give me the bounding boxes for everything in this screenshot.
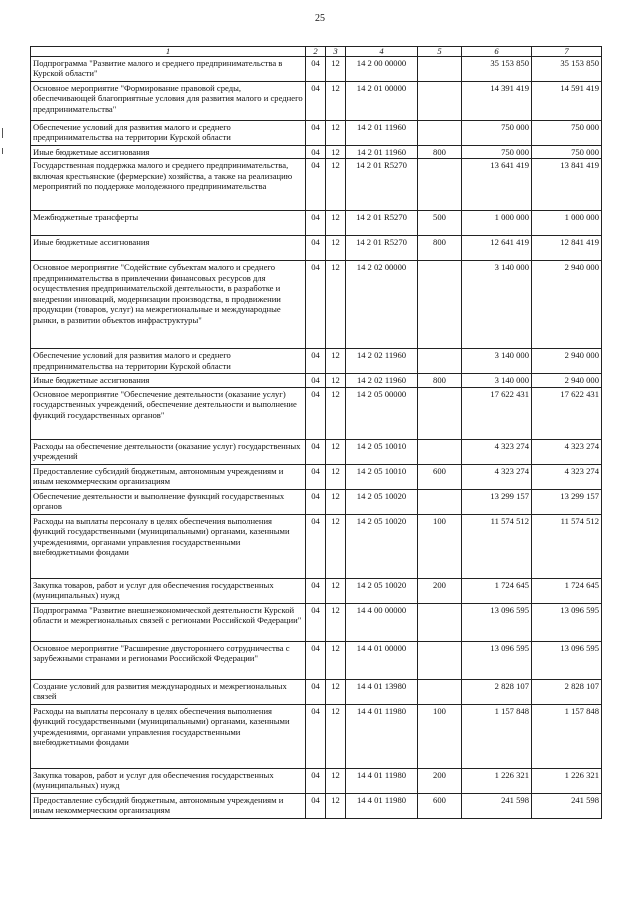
row-rz: 04 [306, 159, 326, 211]
row-sum1: 14 391 419 [462, 82, 532, 121]
row-sum1: 13 096 595 [462, 603, 532, 641]
row-name: Закупка товаров, работ и услуг для обеспечения государственных (муниципальных) нужд [31, 578, 306, 603]
row-name: Предоставление субсидий бюджетным, автономным учреждениям и иным некоммерческим организациям [31, 464, 306, 489]
row-vr: 200 [418, 578, 462, 603]
row-sum2: 13 096 595 [532, 603, 602, 641]
row-csr: 14 2 05 10020 [346, 489, 418, 514]
row-csr: 14 2 01 R5270 [346, 236, 418, 261]
table-row [31, 514, 602, 578]
row-vr [418, 57, 462, 82]
row-rz: 04 [306, 146, 326, 159]
row-csr: 14 4 01 11980 [346, 704, 418, 768]
row-rz: 04 [306, 82, 326, 121]
row-vr: 200 [418, 768, 462, 793]
budget-table [30, 46, 602, 819]
row-pr: 12 [326, 121, 346, 146]
row-pr: 12 [326, 768, 346, 793]
row-name: Расходы на обеспечение деятельности (оказание услуг) государственных учреждений [31, 439, 306, 464]
row-pr: 12 [326, 603, 346, 641]
table-row [31, 57, 602, 82]
row-sum2: 2 940 000 [532, 349, 602, 374]
row-rz: 04 [306, 211, 326, 236]
row-sum2: 1 724 645 [532, 578, 602, 603]
row-pr: 12 [326, 236, 346, 261]
row-vr [418, 489, 462, 514]
row-name: Расходы на выплаты персоналу в целях обеспечения выполнения функций государственными (муниципальными) органами, казенными учреждениями, органами управления государственными внебюджетными фондами [31, 704, 306, 768]
row-sum1: 13 096 595 [462, 641, 532, 679]
row-name: Иные бюджетные ассигнования [31, 236, 306, 261]
row-csr: 14 4 01 11980 [346, 768, 418, 793]
table-row [31, 374, 602, 387]
row-sum2: 750 000 [532, 146, 602, 159]
row-vr [418, 261, 462, 349]
row-pr: 12 [326, 349, 346, 374]
row-vr [418, 121, 462, 146]
row-vr [418, 82, 462, 121]
row-name: Основное мероприятие "Расширение двустороннего сотрудничества с зарубежными странами и регионами Российской Федерации" [31, 641, 306, 679]
row-rz: 04 [306, 793, 326, 818]
row-pr: 12 [326, 679, 346, 704]
col-header-pr: 3 [326, 47, 346, 57]
table-row [31, 489, 602, 514]
row-pr: 12 [326, 514, 346, 578]
row-sum2: 241 598 [532, 793, 602, 818]
row-name: Расходы на выплаты персоналу в целях обеспечения выполнения функций государственными (муниципальными) органами, казенными учреждениями, органами управления государственными внебюджетными фондами [31, 514, 306, 578]
row-pr: 12 [326, 261, 346, 349]
row-sum1: 13 641 419 [462, 159, 532, 211]
row-sum1: 3 140 000 [462, 261, 532, 349]
row-csr: 14 2 01 11960 [346, 146, 418, 159]
row-pr: 12 [326, 387, 346, 439]
table-row [31, 439, 602, 464]
row-vr [418, 603, 462, 641]
row-rz: 04 [306, 768, 326, 793]
row-rz: 04 [306, 121, 326, 146]
row-sum1: 3 140 000 [462, 349, 532, 374]
row-csr: 14 2 05 10010 [346, 439, 418, 464]
row-name: Основное мероприятие "Содействие субъектам малого и среднего предпринимательства в привлечении финансовых ресурсов для осуществления предпринимательской деятельности, в разработке и внедрении инноваций, модернизации производства, в продвижении продукции (товаров, услуг) на межрегиональные и международные рынки, в развитии объектов инфраструктуры" [31, 261, 306, 349]
row-rz: 04 [306, 464, 326, 489]
row-sum1: 241 598 [462, 793, 532, 818]
row-pr: 12 [326, 374, 346, 387]
row-name: Предоставление субсидий бюджетным, автономным учреждениям и иным некоммерческим организациям [31, 793, 306, 818]
row-name: Подпрограмма "Развитие малого и среднего предпринимательства в Курской области" [31, 57, 306, 82]
row-sum1: 4 323 274 [462, 439, 532, 464]
row-name: Иные бюджетные ассигнования [31, 146, 306, 159]
row-pr: 12 [326, 641, 346, 679]
row-sum2: 11 574 512 [532, 514, 602, 578]
row-rz: 04 [306, 57, 326, 82]
row-sum2: 2 940 000 [532, 374, 602, 387]
row-name: Основное мероприятие "Формирование правовой среды, обеспечивающей благоприятные условия для развития малого и среднего предпринимательства" [31, 82, 306, 121]
row-vr [418, 387, 462, 439]
row-vr: 500 [418, 211, 462, 236]
table-row [31, 146, 602, 159]
col-header-sum2: 7 [532, 47, 602, 57]
table-row [31, 349, 602, 374]
row-pr: 12 [326, 489, 346, 514]
row-rz: 04 [306, 679, 326, 704]
row-sum2: 750 000 [532, 121, 602, 146]
row-name: Обеспечение деятельности и выполнение функций государственных органов [31, 489, 306, 514]
binding-mark [2, 128, 3, 138]
row-sum2: 13 841 419 [532, 159, 602, 211]
row-pr: 12 [326, 704, 346, 768]
table-row [31, 603, 602, 641]
row-name: Создание условий для развития международных и межрегиональных связей [31, 679, 306, 704]
row-vr [418, 349, 462, 374]
row-vr: 100 [418, 514, 462, 578]
row-rz: 04 [306, 704, 326, 768]
row-sum1: 750 000 [462, 146, 532, 159]
row-sum2: 1 000 000 [532, 211, 602, 236]
binding-mark [2, 148, 3, 154]
row-pr: 12 [326, 211, 346, 236]
row-vr: 800 [418, 374, 462, 387]
row-rz: 04 [306, 349, 326, 374]
row-vr: 100 [418, 704, 462, 768]
row-csr: 14 2 01 00000 [346, 82, 418, 121]
row-sum2: 1 226 321 [532, 768, 602, 793]
row-sum1: 13 299 157 [462, 489, 532, 514]
table-row [31, 261, 602, 349]
row-rz: 04 [306, 641, 326, 679]
row-vr: 800 [418, 236, 462, 261]
row-rz: 04 [306, 261, 326, 349]
table-row [31, 679, 602, 704]
row-sum1: 1 226 321 [462, 768, 532, 793]
row-csr: 14 2 05 10010 [346, 464, 418, 489]
page-number: 25 [315, 13, 325, 24]
row-pr: 12 [326, 464, 346, 489]
row-sum2: 35 153 850 [532, 57, 602, 82]
row-csr: 14 2 05 10020 [346, 578, 418, 603]
table-row [31, 82, 602, 121]
row-sum1: 1 000 000 [462, 211, 532, 236]
table-row [31, 793, 602, 818]
row-csr: 14 4 01 11980 [346, 793, 418, 818]
table-row [31, 464, 602, 489]
row-csr: 14 4 01 00000 [346, 641, 418, 679]
row-sum2: 17 622 431 [532, 387, 602, 439]
row-sum1: 11 574 512 [462, 514, 532, 578]
row-name: Основное мероприятие "Обеспечение деятельности (оказание услуг) государственных учреждений, обеспечение деятельности и выполнение функций государственных органов" [31, 387, 306, 439]
row-sum2: 14 591 419 [532, 82, 602, 121]
row-pr: 12 [326, 146, 346, 159]
row-sum1: 3 140 000 [462, 374, 532, 387]
row-sum2: 4 323 274 [532, 464, 602, 489]
row-csr: 14 2 05 10020 [346, 514, 418, 578]
row-vr [418, 159, 462, 211]
table-row [31, 768, 602, 793]
row-sum1: 1 157 848 [462, 704, 532, 768]
table-row [31, 578, 602, 603]
table-row [31, 704, 602, 768]
row-pr: 12 [326, 57, 346, 82]
row-name: Государственная поддержка малого и среднего предпринимательства, включая крестьянские (фермерские) хозяйства, а также на реализацию мероприятий по поддержке молодежного предпринимательства [31, 159, 306, 211]
col-header-rz: 2 [306, 47, 326, 57]
row-sum1: 12 641 419 [462, 236, 532, 261]
row-sum2: 2 940 000 [532, 261, 602, 349]
table-row [31, 159, 602, 211]
row-sum2: 1 157 848 [532, 704, 602, 768]
row-pr: 12 [326, 82, 346, 121]
row-csr: 14 4 01 13980 [346, 679, 418, 704]
header-row [31, 47, 602, 57]
row-rz: 04 [306, 489, 326, 514]
col-header-csr: 4 [346, 47, 418, 57]
row-sum1: 1 724 645 [462, 578, 532, 603]
row-name: Закупка товаров, работ и услуг для обеспечения государственных (муниципальных) нужд [31, 768, 306, 793]
row-csr: 14 2 02 11960 [346, 374, 418, 387]
table-row [31, 641, 602, 679]
row-vr [418, 439, 462, 464]
row-pr: 12 [326, 159, 346, 211]
row-csr: 14 2 05 00000 [346, 387, 418, 439]
row-csr: 14 4 00 00000 [346, 603, 418, 641]
col-header-name: 1 [31, 47, 306, 57]
row-csr: 14 2 02 11960 [346, 349, 418, 374]
row-sum2: 12 841 419 [532, 236, 602, 261]
row-sum2: 13 299 157 [532, 489, 602, 514]
row-csr: 14 2 01 R5270 [346, 211, 418, 236]
row-pr: 12 [326, 439, 346, 464]
row-rz: 04 [306, 514, 326, 578]
row-rz: 04 [306, 236, 326, 261]
row-sum1: 35 153 850 [462, 57, 532, 82]
row-csr: 14 2 00 00000 [346, 57, 418, 82]
row-name: Обеспечение условий для развития малого и среднего предпринимательства на территории Курской области [31, 349, 306, 374]
row-csr: 14 2 01 11960 [346, 121, 418, 146]
row-csr: 14 2 01 R5270 [346, 159, 418, 211]
row-name: Обеспечение условий для развития малого и среднего предпринимательства на территории Курской области [31, 121, 306, 146]
row-vr: 800 [418, 146, 462, 159]
row-sum1: 2 828 107 [462, 679, 532, 704]
row-csr: 14 2 02 00000 [346, 261, 418, 349]
table-row [31, 211, 602, 236]
row-pr: 12 [326, 578, 346, 603]
table-row [31, 236, 602, 261]
row-sum1: 17 622 431 [462, 387, 532, 439]
row-name: Подпрограмма "Развитие внешнеэкономической деятельности Курской области и межрегиональных связей с регионами Российской Федерации" [31, 603, 306, 641]
row-rz: 04 [306, 603, 326, 641]
row-rz: 04 [306, 374, 326, 387]
row-rz: 04 [306, 439, 326, 464]
col-header-sum1: 6 [462, 47, 532, 57]
row-vr: 600 [418, 464, 462, 489]
row-vr [418, 641, 462, 679]
row-sum2: 2 828 107 [532, 679, 602, 704]
col-header-vr: 5 [418, 47, 462, 57]
row-sum1: 750 000 [462, 121, 532, 146]
row-vr: 600 [418, 793, 462, 818]
row-sum2: 4 323 274 [532, 439, 602, 464]
row-rz: 04 [306, 578, 326, 603]
row-name: Межбюджетные трансферты [31, 211, 306, 236]
row-sum2: 13 096 595 [532, 641, 602, 679]
row-pr: 12 [326, 793, 346, 818]
row-rz: 04 [306, 387, 326, 439]
row-sum1: 4 323 274 [462, 464, 532, 489]
table-row [31, 387, 602, 439]
row-name: Иные бюджетные ассигнования [31, 374, 306, 387]
row-vr [418, 679, 462, 704]
table-row [31, 121, 602, 146]
